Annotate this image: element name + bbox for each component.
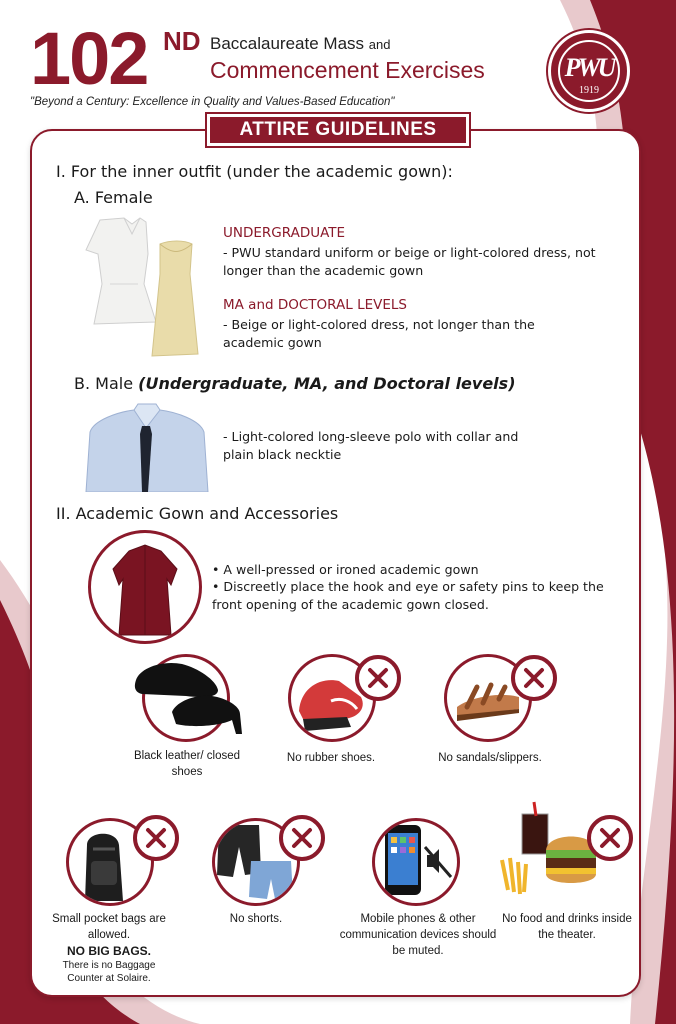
sandals-x-icon bbox=[511, 655, 557, 701]
header-line-1-text: Baccalaureate Mass bbox=[210, 34, 365, 53]
gown-circle bbox=[88, 530, 202, 644]
female-uniform-image bbox=[80, 214, 205, 362]
graduate-heading: MA and DOCTORAL LEVELS bbox=[223, 297, 407, 313]
gown-bullet-2: • Discreetly place the hook and eye or safety pins to keep the front opening of the academic gown closed. bbox=[212, 579, 604, 612]
male-title-levels: (Undergraduate, MA, and Doctoral levels) bbox=[138, 374, 516, 393]
section-1-title: I. For the inner outfit (under the academic gown): bbox=[56, 162, 453, 181]
tagline: "Beyond a Century: Excellence in Quality and Values-Based Education" bbox=[30, 96, 395, 108]
male-title bbox=[74, 374, 516, 393]
pwu-logo bbox=[548, 30, 630, 112]
food-caption: No food and drinks inside the theater. bbox=[502, 913, 632, 941]
muted-phone-image bbox=[375, 821, 457, 903]
shorts-x-icon bbox=[279, 815, 325, 861]
rubber-shoes-x-icon bbox=[355, 655, 401, 701]
academic-gown-image bbox=[91, 533, 199, 641]
logo-text: PWU bbox=[564, 53, 614, 82]
female-title: A. Female bbox=[74, 188, 153, 207]
leather-shoes-caption: Black leather/ closed shoes bbox=[133, 750, 241, 778]
bag-caption-allowed: Small pocket bags are allowed. bbox=[52, 913, 166, 941]
edition-number: 102 bbox=[30, 17, 148, 100]
rubber-shoes-caption: No rubber shoes. bbox=[286, 752, 376, 764]
header-line-1 bbox=[210, 34, 390, 54]
attire-guidelines-banner: ATTIRE GUIDELINES bbox=[207, 114, 469, 146]
bag-caption-baggage-note: There is no Baggage Counter at Solaire. bbox=[62, 960, 156, 984]
bag-caption-no-big-bags: NO BIG BAGS. bbox=[66, 944, 151, 958]
graduate-text: - Beige or light-colored dress, not longer than the academic gown bbox=[223, 317, 535, 350]
header-line-2: Commencement Exercises bbox=[210, 57, 485, 83]
male-text: - Light-colored long-sleeve polo with collar and plain black necktie bbox=[223, 429, 519, 462]
male-title-text: B. Male bbox=[74, 374, 134, 393]
shorts-caption: No shorts. bbox=[229, 913, 283, 925]
phone-caption: Mobile phones & other communication devices should be muted. bbox=[339, 913, 497, 957]
leather-shoes-image bbox=[132, 650, 248, 740]
male-polo-tie-image bbox=[84, 402, 210, 492]
undergraduate-text: - PWU standard uniform or beige or light-colored dress, not longer than the academic gown bbox=[223, 245, 596, 278]
logo-year: 1919 bbox=[579, 85, 599, 96]
edition-suffix: ND bbox=[163, 26, 201, 56]
undergraduate-heading: UNDERGRADUATE bbox=[223, 225, 346, 241]
food-x-icon bbox=[587, 815, 633, 861]
bag-caption bbox=[44, 911, 174, 985]
sandals-caption: No sandals/slippers. bbox=[438, 752, 542, 764]
phone-circle bbox=[372, 818, 460, 906]
section-2-title: II. Academic Gown and Accessories bbox=[56, 504, 339, 523]
header-and: and bbox=[368, 37, 391, 52]
bag-x-icon bbox=[133, 815, 179, 861]
gown-bullet-1: • A well-pressed or ironed academic gown bbox=[212, 562, 479, 577]
